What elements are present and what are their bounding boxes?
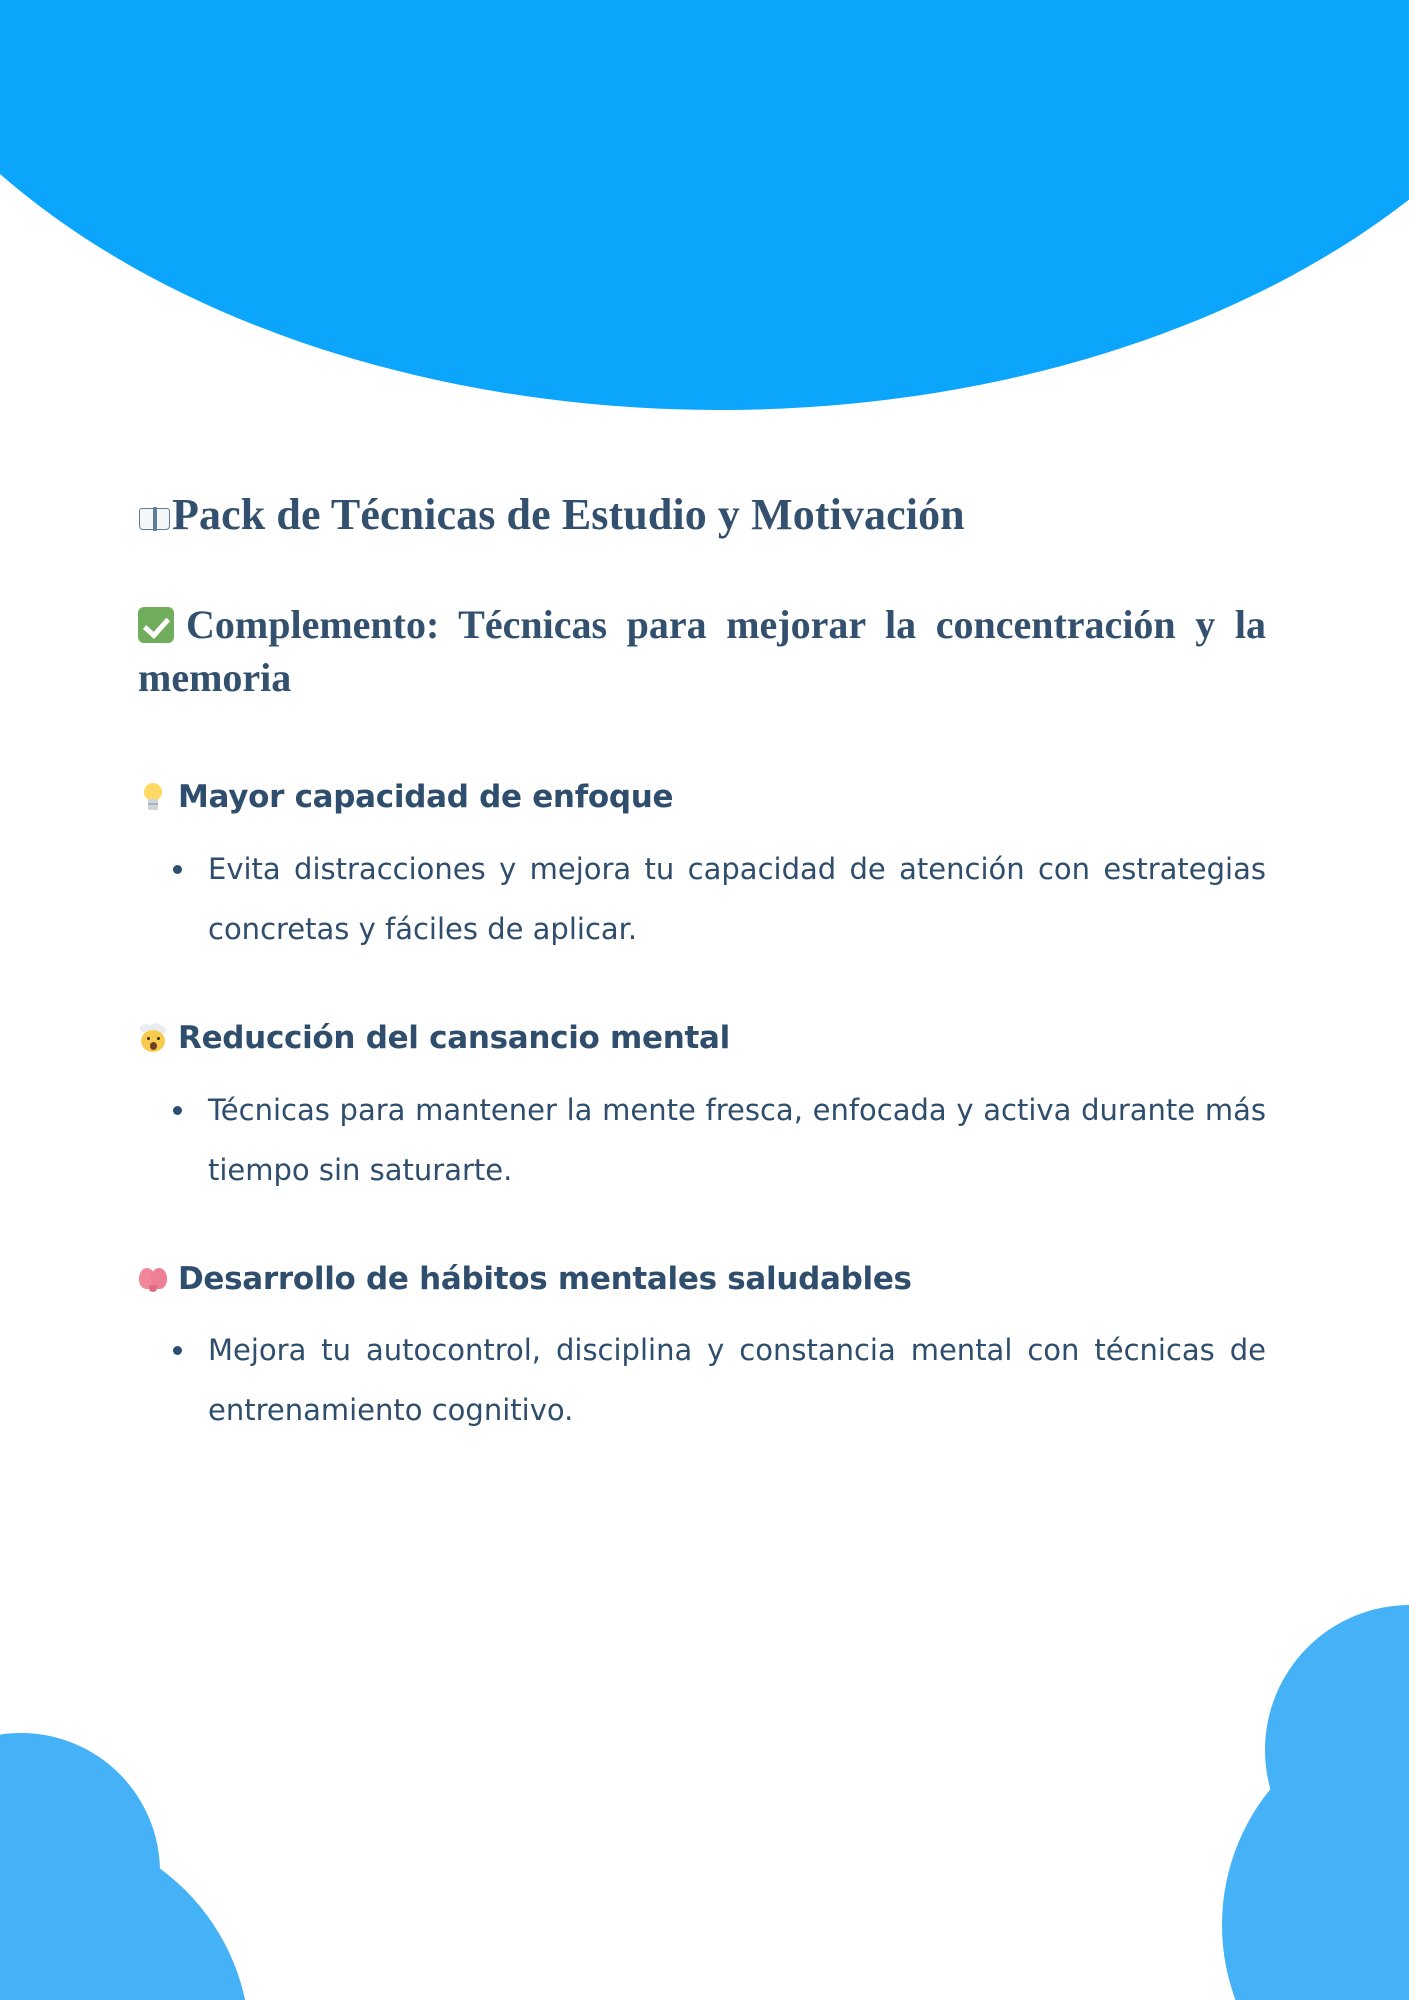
section-heading-text: Mayor capacidad de enfoque [178,779,674,816]
list-item: Mejora tu autocontrol, disciplina y constancia mental con técnicas de entrenamiento cognitivo. [138,1320,1266,1440]
section-heading [138,778,1266,817]
light-bulb-icon [138,782,168,812]
section-bullet-list [138,1320,1266,1440]
bottom-left-cloud-small-circle [0,1733,160,2000]
page-title [138,488,1266,542]
open-book-icon [138,505,172,533]
page-title-text: Pack de Técnicas de Estudio y Motivación [172,490,965,539]
exploding-head-icon [138,1023,168,1053]
section-desarrollo-de-habitos-mentales-saludables [138,1260,1266,1441]
section-bullet-list [138,1080,1266,1200]
section-heading [138,1260,1266,1299]
section-heading [138,1019,1266,1058]
list-item: Evita distracciones y mejora tu capacidad de atención con estrategias concretas y fáciles de aplicar. [138,839,1266,959]
top-blue-blob-shape [0,0,1409,410]
section-mayor-capacidad-de-enfoque [138,778,1266,959]
bottom-left-cloud-large-circle [0,1826,250,2000]
section-heading-text: Reducción del cansancio mental [178,1019,730,1056]
page-subtitle-text: Complemento: Técnicas para mejorar la concentración y la memoria [138,601,1266,700]
brain-icon [138,1264,168,1294]
document-content [138,488,1266,1440]
section-bullet-list [138,839,1266,959]
page-subtitle [138,598,1266,704]
check-mark-icon [138,607,174,643]
bottom-right-cloud-small-circle [1265,1605,1409,1895]
list-item: Técnicas para mantener la mente fresca, enfocada y activa durante más tiempo sin saturarte. [138,1080,1266,1200]
section-reduccion-del-cansancio-mental [138,1019,1266,1200]
bottom-right-cloud-large-circle [1222,1710,1409,2000]
section-heading-text: Desarrollo de hábitos mentales saludables [178,1260,912,1297]
